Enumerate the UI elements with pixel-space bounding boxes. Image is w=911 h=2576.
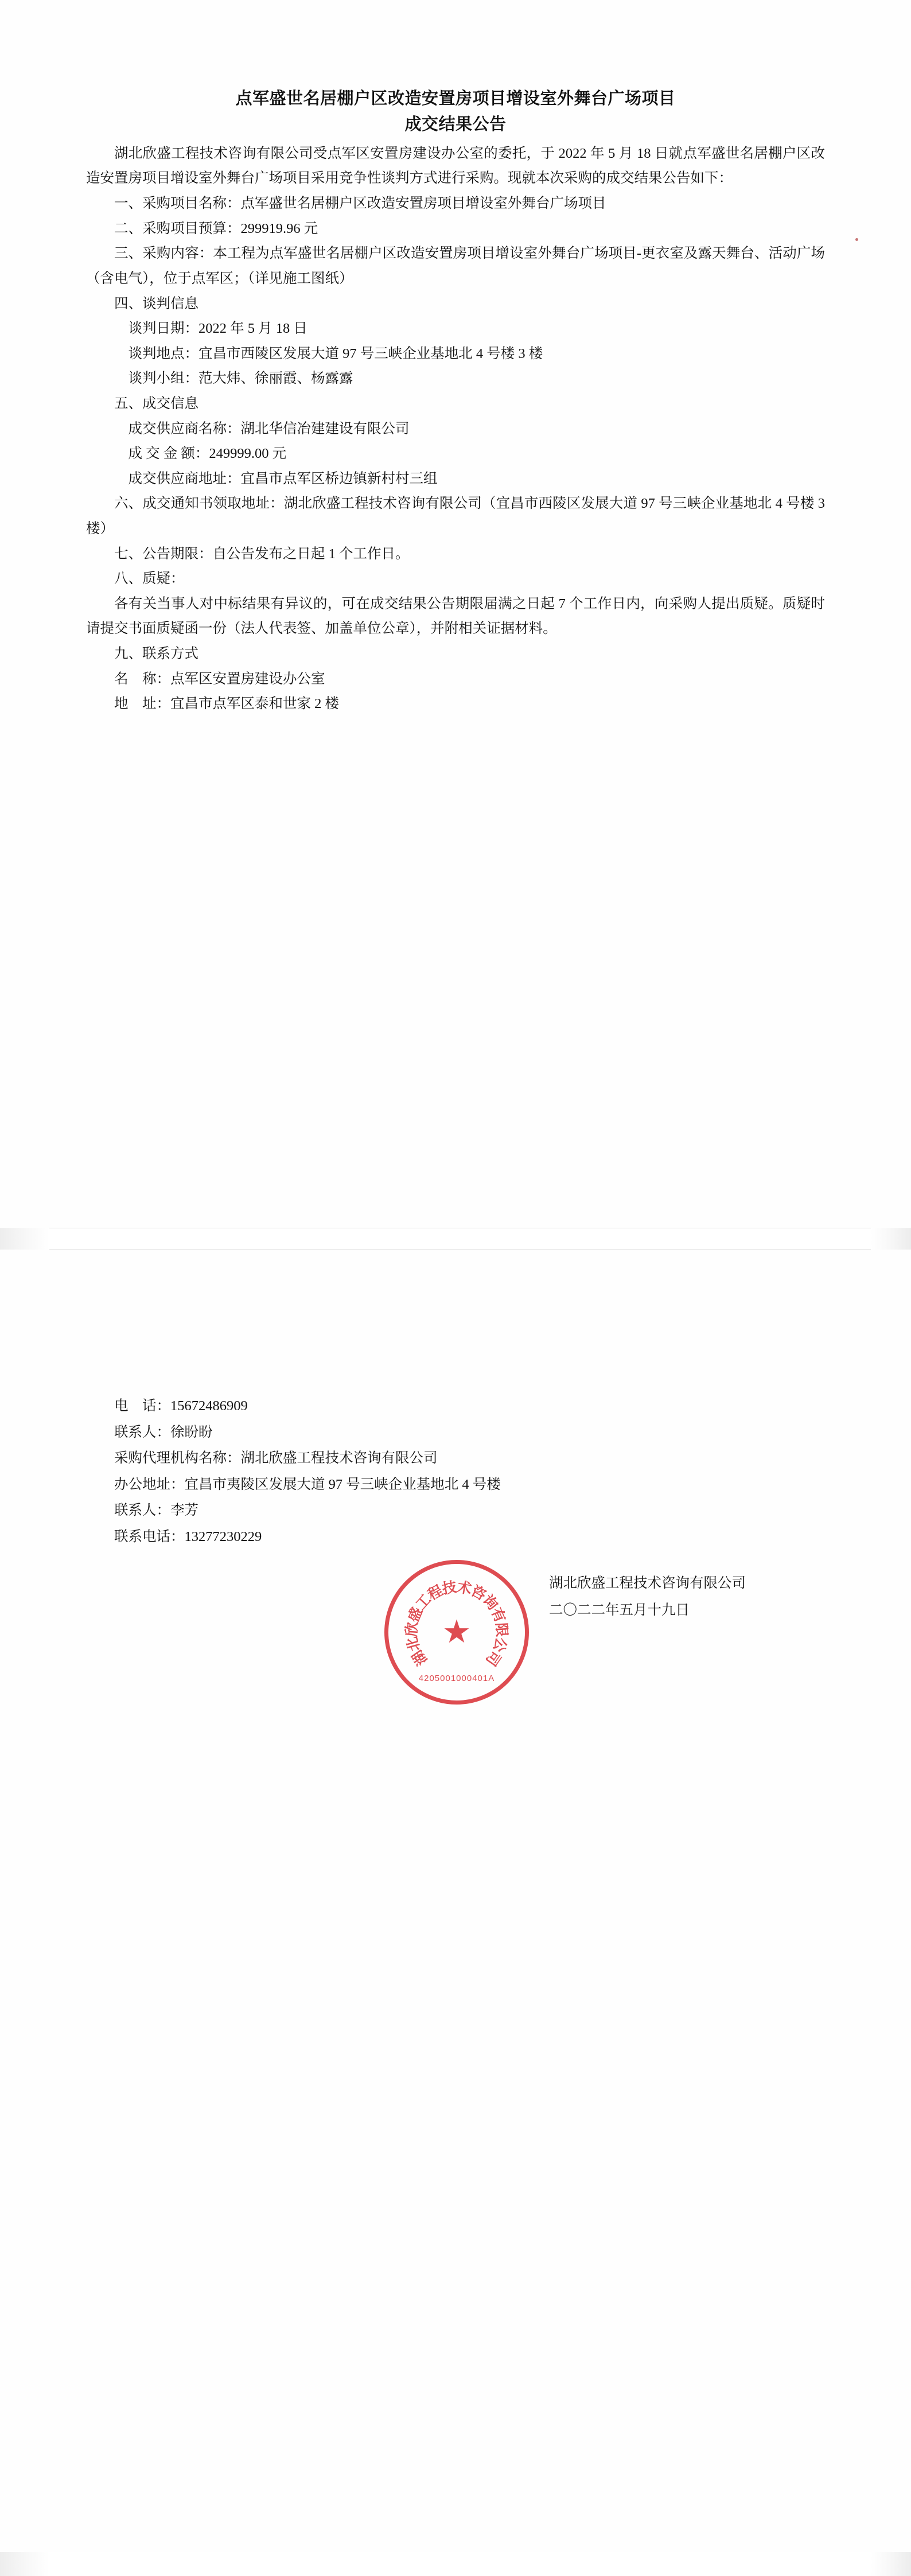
- agency-contact-phone: 联系电话：13277230229: [114, 1528, 262, 1544]
- section-3-heading: 三、采购内容：本工程为点军盛世名居棚户区改造安置房项目增设室外舞台广场项目-更衣室及露天舞台、活动广场（含电气），位于点军区；（详见施工图纸）: [86, 246, 825, 286]
- seal-arc-char: 盛: [406, 1605, 426, 1625]
- section-9-line-1: 名 称：点军区安置房建设办公室: [114, 671, 325, 687]
- page-title: [86, 86, 825, 138]
- seal-arc-char: 有: [488, 1606, 508, 1625]
- signature-company: 湖北欣盛工程技术咨询有限公司: [549, 1575, 746, 1591]
- section-5-line-3: 成交供应商地址：宜昌市点军区桥边镇新村村三组: [128, 470, 438, 487]
- document-sheet-1: [0, 0, 911, 1228]
- section-2: [86, 216, 825, 242]
- section-4-heading: 四、谈判信息: [114, 295, 198, 312]
- section-5-line-1: 成交供应商名称：湖北华信冶建建设有限公司: [128, 421, 410, 437]
- section-8-heading: 八、质疑：: [114, 571, 185, 587]
- section-1-heading: 一、采购项目名称：点军盛世名居棚户区改造安置房项目增设室外舞台广场项目: [114, 196, 606, 212]
- document-sheet-2: [0, 1250, 911, 2552]
- company-seal-stamp: [384, 1560, 529, 1705]
- section-8-paragraph: 各有关当事人对中标结果有异议的，可在成交结果公告期限届满之日起 7 个工作日内，向采购人提出质疑。质疑时请提交书面质疑函一份（法人代表签、加盖单位公章），并附相关证据材料。: [86, 596, 825, 637]
- seal-arc-char: 工: [413, 1591, 435, 1613]
- agency-name: 采购代理机构名称：湖北欣盛工程技术咨询有限公司: [114, 1450, 438, 1466]
- seal-arc-char: 技: [441, 1579, 458, 1598]
- agency-address: 办公地址：宜昌市夷陵区发展大道 97 号三峡企业基地北 4 号楼: [114, 1476, 501, 1492]
- seal-arc-char: 司: [482, 1648, 504, 1669]
- seal-arc-char: 程: [425, 1583, 446, 1604]
- section-5: [86, 391, 825, 491]
- contact-person: 联系人：徐盼盼: [114, 1424, 213, 1440]
- section-3: [86, 241, 825, 291]
- section-4-line-3: 谈判小组：范大炜、徐丽霞、杨露露: [128, 371, 353, 387]
- section-4-line-2: 谈判地点：宜昌市西陵区发展大道 97 号三峡企业基地北 4 号楼 3 楼: [128, 345, 543, 361]
- signature-area: [86, 1570, 825, 1702]
- section-9-heading: 九、联系方式: [114, 646, 198, 662]
- contact-block: [86, 1393, 825, 1550]
- section-5-heading: 五、成交信息: [114, 395, 198, 411]
- signature-lines: [549, 1570, 746, 1624]
- section-6-heading: 六、成交通知书领取地址：湖北欣盛工程技术咨询有限公司（宜昌市西陵区发展大道 97 号三峡企业基地北 4 号楼 3 楼）: [86, 496, 825, 537]
- section-9: [86, 641, 825, 717]
- page-ink-mark: [855, 238, 858, 241]
- section-4-line-1: 谈判日期：2022 年 5 月 18 日: [128, 321, 307, 337]
- agency-contact-person: 联系人：李芳: [114, 1503, 198, 1519]
- seal-arc-char: 限: [493, 1622, 509, 1638]
- section-2-heading: 二、采购项目预算：299919.96 元: [114, 220, 318, 236]
- page-break-gap: [0, 1228, 911, 1250]
- seal-star-icon: ★: [442, 1614, 472, 1651]
- seal-arc-char: 询: [479, 1592, 501, 1614]
- seal-arc-char: 湖: [409, 1647, 431, 1668]
- intro-paragraph: 湖北欣盛工程技术咨询有限公司受点军区安置房建设办公室的委托，于 2022 年 5 月 18 日就点军盛世名居棚户区改造安置房项目增设室外舞台广场项目采用竞争性谈判方式进行采购。现就本次采购的成交结果公告如下：: [86, 145, 825, 186]
- seal-arc-char: 欣: [404, 1621, 421, 1637]
- section-7-heading: 七、公告期限：自公告发布之日起 1 个工作日。: [114, 546, 410, 562]
- seal-arc-char: 北: [404, 1635, 423, 1653]
- contact-phone: 电 话：15672486909: [114, 1398, 248, 1414]
- seal-arc-char: 公: [490, 1636, 509, 1654]
- seal-arc-char: 咨: [468, 1583, 489, 1604]
- section-5-line-2: 成 交 金 额：249999.00 元: [128, 446, 287, 462]
- seal-code: 4205001000401A: [418, 1674, 495, 1684]
- seal-arc-char: 术: [456, 1579, 473, 1598]
- signature-date: 二〇二二年五月十九日: [549, 1602, 690, 1618]
- section-1: [86, 191, 825, 216]
- doc-title-line-1: 点军盛世名居棚户区改造安置房项目增设室外舞台广场项目: [235, 90, 676, 108]
- section-9-line-2: 地 址：宜昌市点军区泰和世家 2 楼: [114, 696, 339, 712]
- doc-title-line-2: 成交结果公告: [404, 115, 507, 134]
- section-6: [86, 491, 825, 541]
- section-8: [86, 566, 825, 641]
- section-4: [86, 291, 825, 391]
- section-7: [86, 542, 825, 567]
